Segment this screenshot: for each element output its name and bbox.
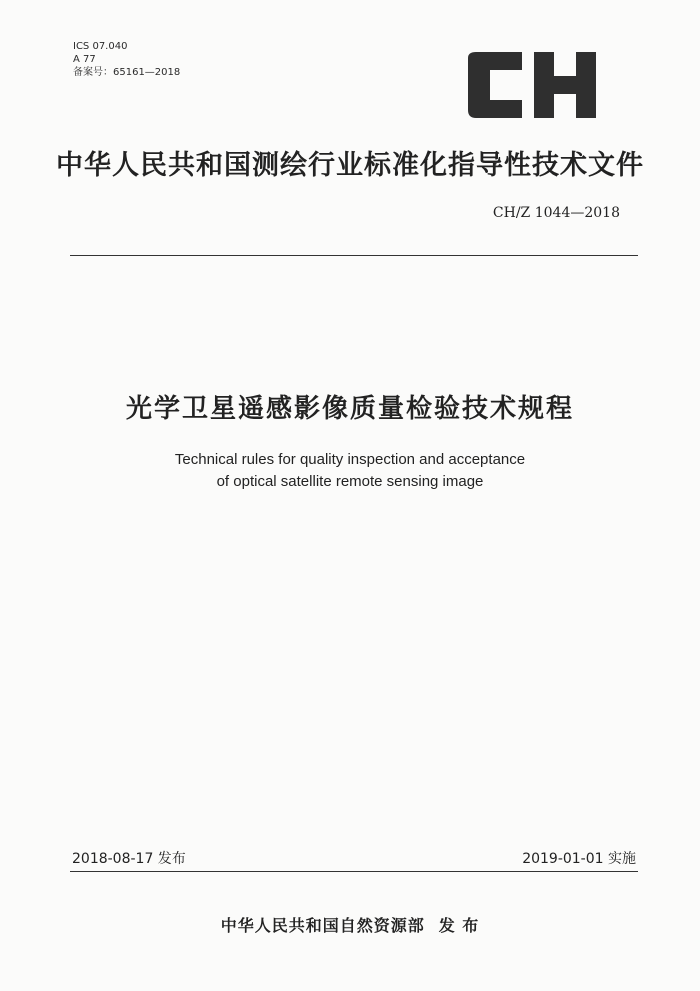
classification-block — [73, 40, 180, 79]
bottom-divider — [70, 871, 638, 872]
english-title-line-1: Technical rules for quality inspection and acceptance — [174, 451, 526, 468]
standard-series-title: 中华人民共和国测绘行业标准化指导性技术文件 — [56, 150, 644, 181]
english-title-line-2: of optical satellite remote sensing image — [216, 473, 484, 490]
document-title-chinese: 光学卫星遥感影像质量检验技术规程 — [125, 394, 574, 424]
top-divider — [70, 255, 638, 256]
ics-code: ICS 07.040 — [73, 41, 128, 52]
issuer-action: 发 布 — [438, 916, 480, 935]
effective-date: 2019-01-01 实施 — [522, 851, 636, 867]
issuing-authority — [0, 913, 700, 936]
ch-logo — [464, 48, 600, 122]
issue-date: 2018-08-17 发布 — [72, 851, 186, 867]
document-title-english — [0, 449, 700, 493]
category-code: A 77 — [73, 54, 96, 65]
filing-number: 备案号：65161—2018 — [73, 67, 181, 78]
issuer-name: 中华人民共和国自然资源部 — [220, 916, 425, 935]
svg-text:CH: CH — [464, 48, 466, 49]
standard-code: CH/Z 1044—2018 — [492, 205, 620, 221]
